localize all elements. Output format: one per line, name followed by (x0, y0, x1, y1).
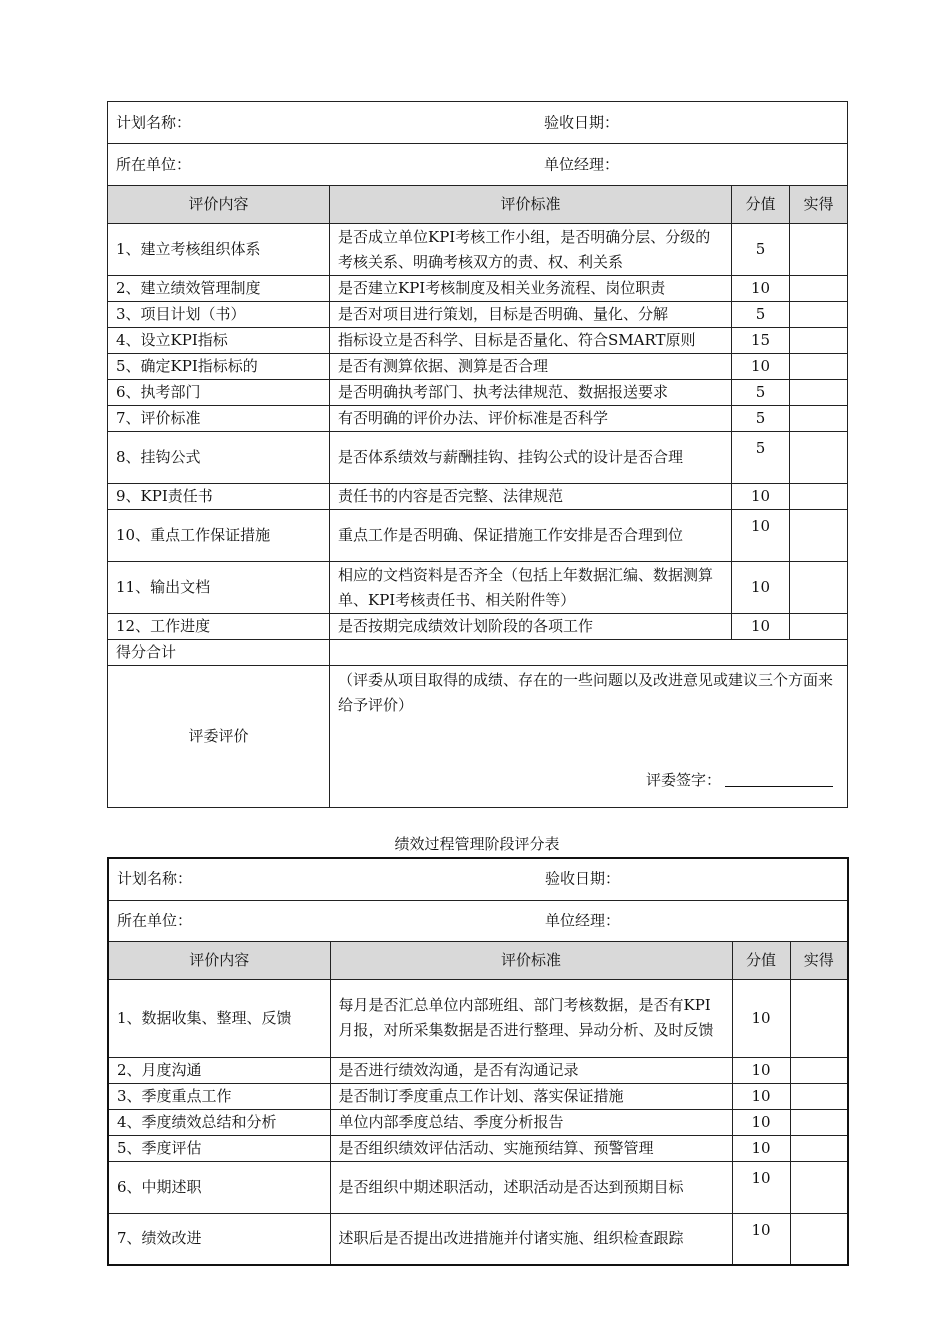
score-cell: 10 (732, 1083, 790, 1109)
item-cell: 1、建立考核组织体系 (108, 224, 330, 276)
plan-name-label: 计划名称： (116, 113, 192, 131)
signature-area (646, 768, 833, 793)
criteria-cell: 责任书的内容是否完整、法律规范 (330, 484, 732, 510)
table-row (108, 406, 848, 432)
earned-cell[interactable] (790, 380, 848, 406)
table-row (108, 1083, 848, 1109)
criteria-cell: 是否组织中期述职活动，述职活动是否达到预期目标 (330, 1161, 732, 1213)
header-item: 评价内容 (108, 941, 330, 979)
criteria-cell: 是否建立KPI考核制度及相关业务流程、岗位职责 (330, 276, 732, 302)
review-label: 评委评价 (108, 666, 330, 808)
earned-cell[interactable] (790, 1135, 848, 1161)
table-row (108, 1135, 848, 1161)
header-score: 分值 (732, 186, 790, 224)
criteria-cell: 是否明确执考部门、执考法律规范、数据报送要求 (330, 380, 732, 406)
unit-row (108, 144, 848, 186)
item-cell: 2、月度沟通 (108, 1057, 330, 1083)
item-cell: 5、季度评估 (108, 1135, 330, 1161)
earned-cell[interactable] (790, 302, 848, 328)
review-note: （评委从项目取得的成绩、存在的一些问题以及改进意见或建议三个方面来给予评价） (338, 671, 834, 714)
process-stage-score-table (107, 857, 849, 1266)
header-criteria: 评价标准 (330, 186, 732, 224)
earned-cell[interactable] (790, 510, 848, 562)
earned-cell[interactable] (790, 979, 848, 1057)
plan-name-label: 计划名称： (117, 869, 193, 888)
earned-cell[interactable] (790, 406, 848, 432)
criteria-cell: 是否进行绩效沟通，是否有沟通记录 (330, 1057, 732, 1083)
table-row (108, 354, 848, 380)
table-row (108, 614, 848, 640)
header-item: 评价内容 (108, 186, 330, 224)
item-cell: 11、输出文档 (108, 562, 330, 614)
item-cell: 7、绩效改进 (108, 1213, 330, 1265)
table-row (108, 979, 848, 1057)
score-cell: 10 (732, 354, 790, 380)
header-earned: 实得 (790, 186, 848, 224)
item-cell: 8、挂钩公式 (108, 432, 330, 484)
plan-name-row (108, 858, 848, 900)
table-row (108, 380, 848, 406)
item-cell: 6、执考部门 (108, 380, 330, 406)
plan-name-row (108, 102, 848, 144)
earned-cell[interactable] (790, 224, 848, 276)
table-row (108, 562, 848, 614)
score-cell: 10 (732, 562, 790, 614)
table2-title: 绩效过程管理阶段评分表 (394, 835, 560, 853)
score-cell: 10 (732, 1109, 790, 1135)
signature-line[interactable] (725, 770, 833, 787)
item-cell: 4、季度绩效总结和分析 (108, 1109, 330, 1135)
criteria-cell: 每月是否汇总单位内部班组、部门考核数据，是否有KPI月报，对所采集数据是否进行整理、异动分析、及时反馈 (330, 979, 732, 1057)
item-cell: 7、评价标准 (108, 406, 330, 432)
item-cell: 3、项目计划（书） (108, 302, 330, 328)
score-cell: 10 (732, 979, 790, 1057)
earned-cell[interactable] (790, 276, 848, 302)
total-value-cell[interactable] (330, 640, 848, 666)
earned-cell[interactable] (790, 432, 848, 484)
earned-cell[interactable] (790, 1057, 848, 1083)
score-cell: 5 (732, 406, 790, 432)
earned-cell[interactable] (790, 1213, 848, 1265)
review-cell[interactable] (330, 666, 848, 808)
table-row (108, 224, 848, 276)
item-cell: 10、重点工作保证措施 (108, 510, 330, 562)
table-row (108, 1057, 848, 1083)
score-cell: 10 (732, 1057, 790, 1083)
manager-label: 单位经理： (545, 911, 621, 929)
score-cell: 5 (732, 224, 790, 276)
score-cell: 5 (732, 380, 790, 406)
criteria-cell: 是否成立单位KPI考核工作小组，是否明确分层、分级的考核关系、明确考核双方的责、权、利关系 (330, 224, 732, 276)
criteria-cell: 指标设立是否科学、目标是否量化、符合SMART原则 (330, 328, 732, 354)
criteria-cell: 述职后是否提出改进措施并付诸实施、组织检查跟踪 (330, 1213, 732, 1265)
score-cell: 10 (732, 614, 790, 640)
table-row (108, 302, 848, 328)
item-cell: 2、建立绩效管理制度 (108, 276, 330, 302)
score-cell: 10 (732, 276, 790, 302)
header-criteria: 评价标准 (330, 941, 732, 979)
table-row (108, 1213, 848, 1265)
score-cell: 10 (732, 1161, 790, 1213)
accept-date-label: 验收日期： (544, 113, 620, 131)
criteria-cell: 是否组织绩效评估活动、实施预结算、预警管理 (330, 1135, 732, 1161)
earned-cell[interactable] (790, 1083, 848, 1109)
score-cell: 10 (732, 1213, 790, 1265)
score-cell: 5 (732, 302, 790, 328)
criteria-cell: 有否明确的评价办法、评价标准是否科学 (330, 406, 732, 432)
header-score: 分值 (732, 941, 790, 979)
score-cell: 10 (732, 484, 790, 510)
accept-date-label: 验收日期： (545, 869, 621, 888)
criteria-cell: 是否对项目进行策划，目标是否明确、量化、分解 (330, 302, 732, 328)
item-cell: 3、季度重点工作 (108, 1083, 330, 1109)
item-cell: 6、中期述职 (108, 1161, 330, 1213)
earned-cell[interactable] (790, 1161, 848, 1213)
table-row (108, 1161, 848, 1213)
score-cell: 10 (732, 1135, 790, 1161)
signature-label: 评委签字： (645, 771, 721, 789)
header-row (108, 186, 848, 224)
total-label: 得分合计 (108, 640, 330, 666)
criteria-cell: 是否按期完成绩效计划阶段的各项工作 (330, 614, 732, 640)
criteria-cell: 是否制订季度重点工作计划、落实保证措施 (330, 1083, 732, 1109)
item-cell: 12、工作进度 (108, 614, 330, 640)
criteria-cell: 是否有测算依据、测算是否合理 (330, 354, 732, 380)
earned-cell[interactable] (790, 614, 848, 640)
unit-row (108, 900, 848, 941)
manager-label: 单位经理： (544, 155, 620, 173)
item-cell: 4、设立KPI指标 (108, 328, 330, 354)
header-row (108, 941, 848, 979)
table-row (108, 484, 848, 510)
plan-stage-score-table (107, 101, 848, 808)
item-cell: 5、确定KPI指标标的 (108, 354, 330, 380)
unit-label: 所在单位： (117, 911, 193, 929)
earned-cell[interactable] (790, 354, 848, 380)
score-cell: 15 (732, 328, 790, 354)
table-row (108, 510, 848, 562)
header-earned: 实得 (790, 941, 848, 979)
earned-cell[interactable] (790, 484, 848, 510)
review-row (108, 666, 848, 808)
unit-label: 所在单位： (116, 155, 192, 173)
item-cell: 9、KPI责任书 (108, 484, 330, 510)
total-row (108, 640, 848, 666)
table-row (108, 1109, 848, 1135)
earned-cell[interactable] (790, 1109, 848, 1135)
table-row (108, 328, 848, 354)
earned-cell[interactable] (790, 328, 848, 354)
criteria-cell: 重点工作是否明确、保证措施工作安排是否合理到位 (330, 510, 732, 562)
criteria-cell: 是否体系绩效与薪酬挂钩、挂钩公式的设计是否合理 (330, 432, 732, 484)
table-row (108, 276, 848, 302)
earned-cell[interactable] (790, 562, 848, 614)
score-cell: 10 (732, 510, 790, 562)
criteria-cell: 单位内部季度总结、季度分析报告 (330, 1109, 732, 1135)
score-cell: 5 (732, 432, 790, 484)
item-cell: 1、数据收集、整理、反馈 (108, 979, 330, 1057)
table-row (108, 432, 848, 484)
criteria-cell: 相应的文档资料是否齐全（包括上年数据汇编、数据测算单、KPI考核责任书、相关附件等） (330, 562, 732, 614)
